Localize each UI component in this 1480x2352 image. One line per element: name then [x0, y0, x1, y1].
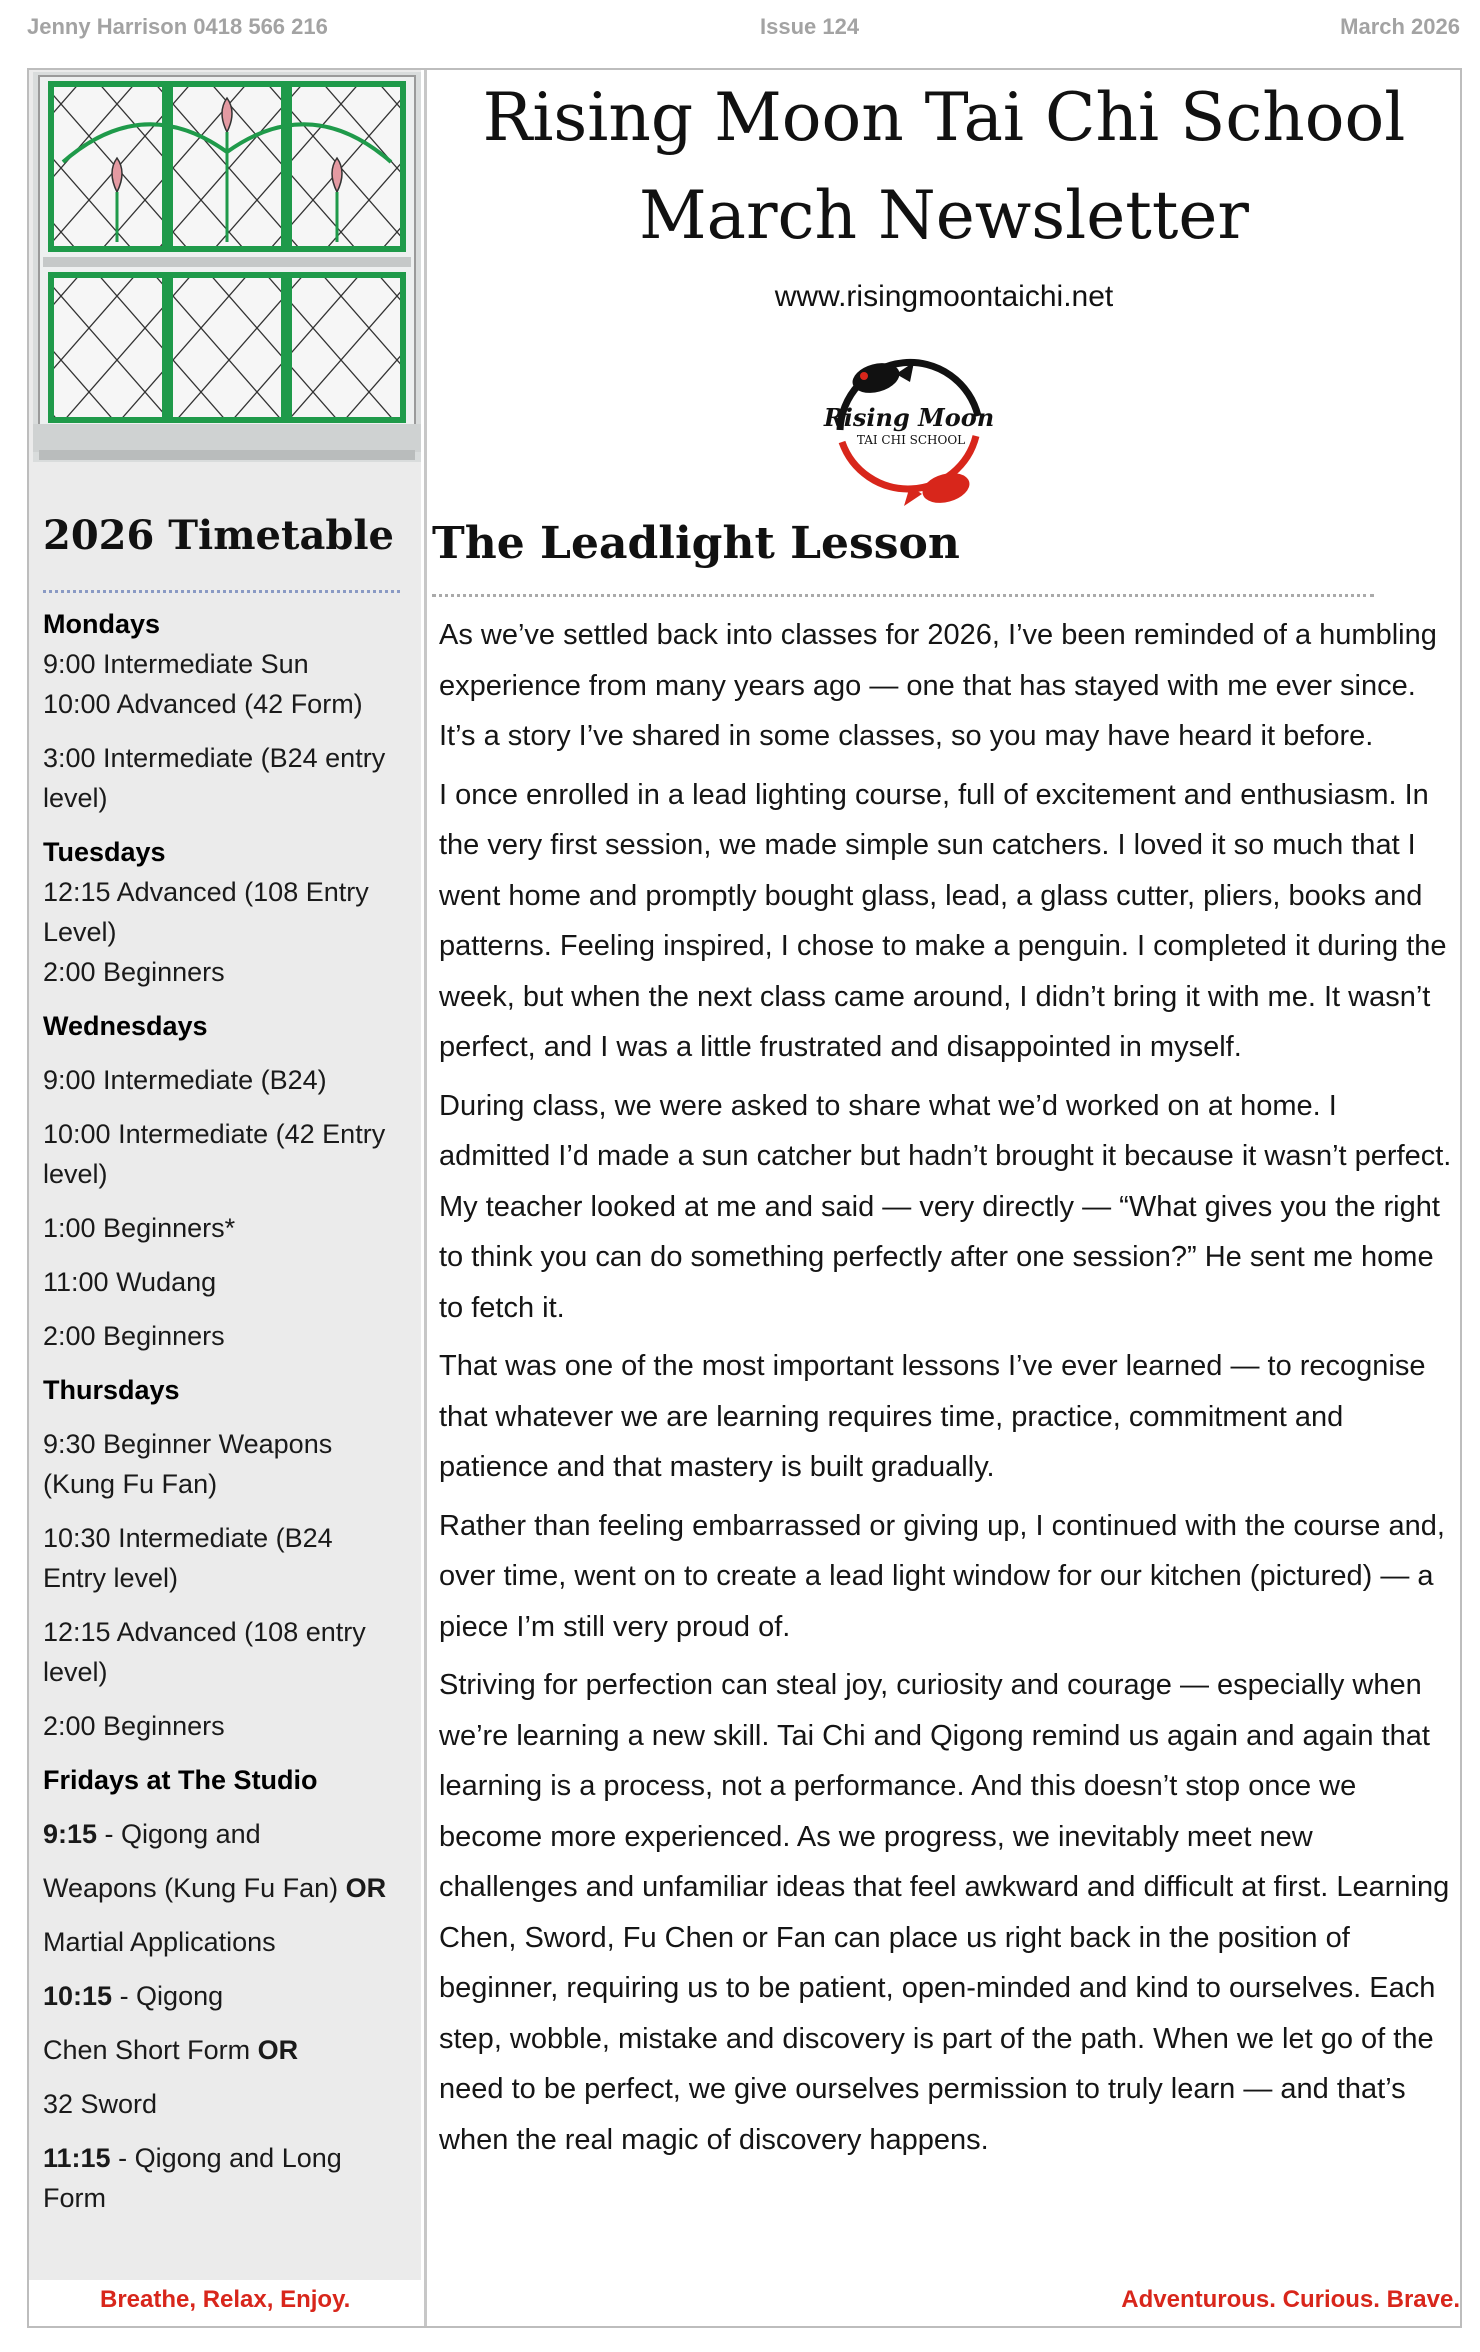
article-paragraph: During class, we were asked to share what we’d worked on at home. I admitted I’d made a sun catcher but hadn’t brought it because it wasn’t perfect. My teacher looked at me and said — very directly — “What gives you the right to think you can do something perfectly after one session?” He sent me home to fetch it.	[439, 1089, 1452, 1324]
timetable-entry	[43, 1424, 403, 1504]
timetable-day-heading	[43, 832, 403, 872]
timetable-text: Weapons (Kung Fu Fan)	[43, 1873, 346, 1903]
timetable-text: 1:00 Beginners*	[43, 1213, 236, 1243]
timetable-entry	[43, 952, 403, 992]
article-body	[439, 610, 1454, 2173]
timetable-entry	[43, 1262, 403, 1302]
timetable-day-heading	[43, 1760, 403, 1800]
timetable-text: 12:15 Advanced (108 entry level)	[43, 1617, 366, 1687]
timetable-day-heading	[43, 1370, 403, 1410]
footer-tagline-right: Adventurous. Curious. Brave.	[1121, 2286, 1460, 2313]
timetable-list	[43, 604, 403, 2218]
timetable-text: - Qigong and Long Form	[43, 2143, 342, 2213]
timetable-text: - Qigong	[112, 1981, 224, 2011]
timetable-entry	[43, 684, 403, 724]
timetable-text: 10:00 Advanced (42 Form)	[43, 689, 363, 719]
timetable-entry	[43, 1814, 403, 1854]
timetable-entry	[43, 1612, 403, 1692]
timetable-text: 9:30 Beginner Weapons (Kung Fu Fan)	[43, 1429, 333, 1499]
timetable-text: - Qigong and	[97, 1819, 261, 1849]
timetable-text: 10:30 Intermediate (B24 Entry level)	[43, 1523, 333, 1593]
timetable-entry	[43, 1060, 403, 1100]
timetable-entry	[43, 1922, 403, 1962]
timetable-day-heading	[43, 1006, 403, 1046]
timetable-entry	[43, 738, 403, 818]
footer-tagline-left: Breathe, Relax, Enjoy.	[100, 2286, 351, 2313]
timetable-entry	[43, 1518, 403, 1598]
newsletter-subtitle: March Newsletter	[639, 177, 1249, 254]
logo-text-sub: TAI CHI SCHOOL	[856, 433, 966, 447]
timetable-or: OR	[257, 2035, 299, 2065]
timetable-text: 2:00 Beginners	[43, 957, 225, 987]
header-date: March 2026	[1340, 14, 1460, 39]
timetable-text: 10:00 Intermediate (42 Entry level)	[43, 1119, 386, 1189]
article-paragraph: As we’ve settled back into classes for 2026, I’ve been reminded of a humbling experience from many years ago — one that has stayed with me ever since. It’s a story I’ve shared in some classes, so you may have heard it before.	[439, 619, 1437, 752]
header-contact: Jenny Harrison 0418 566 216	[27, 14, 328, 39]
website-link[interactable]: www.risingmoontaichi.net	[774, 280, 1114, 313]
timetable-text: Mondays	[43, 609, 161, 639]
timetable-text: 32 Sword	[43, 2089, 158, 2119]
timetable-entry	[43, 644, 403, 684]
timetable-text: 2:00 Beginners	[43, 1711, 225, 1741]
timetable-text: Tuesdays	[43, 837, 166, 867]
timetable-text: 12:15 Advanced (108 Entry Level)	[43, 877, 369, 947]
bottom-panes	[51, 275, 403, 420]
timetable-entry	[43, 1868, 403, 1908]
timetable-time: 11:15	[43, 2143, 111, 2173]
article-paragraph: That was one of the most important lessons I’ve ever learned — to recognise that whatever we are learning requires time, practice, commitment and patience and that mastery is built gradually.	[439, 1350, 1426, 1483]
timetable-entry	[43, 2030, 403, 2070]
timetable-text: Chen Short Form	[43, 2035, 258, 2065]
leadlight-window-image	[33, 72, 421, 462]
timetable-day-heading	[43, 604, 403, 644]
timetable-text: 9:00 Intermediate Sun	[43, 649, 309, 679]
timetable-entry	[43, 2138, 403, 2218]
timetable-entry	[43, 1316, 403, 1356]
timetable-entry	[43, 1706, 403, 1746]
column-divider	[424, 70, 427, 2326]
article-paragraph: Rather than feeling embarrassed or giving up, I continued with the course and, over time, went on to create a lead light window for our kitchen (pictured) — a piece I’m still very proud of.	[439, 1509, 1445, 1643]
timetable-text: Thursdays	[43, 1375, 180, 1405]
timetable-entry	[43, 1114, 403, 1194]
timetable-divider	[43, 590, 400, 593]
article-title: The Leadlight Lesson	[432, 518, 960, 569]
rising-moon-logo	[818, 338, 1000, 520]
top-panes	[51, 84, 403, 249]
timetable-time: 9:15	[43, 1819, 98, 1849]
article-paragraph: Striving for perfection can steal joy, curiosity and courage — especially when we’re learning a new skill. Tai Chi and Qigong remind us again and again that learning is a process, not a performance. And this doesn’t stop once we become more experienced. As we progress, we inevitably meet new challenges and unfamiliar ideas that feel awkward and difficult at first. Learning Chen, Sword, Fu Chen or Fan can place us right back in the position of beginner, requiring us to be patient, open-minded and kind to ourselves. Each step, wobble, mistake and discovery is part of the path. When we let go of the need to be perfect, we give ourselves permission to truly learn — and that’s when the real magic of discovery happens.	[439, 1669, 1450, 2156]
timetable-text: Martial Applications	[43, 1927, 276, 1957]
timetable-entry	[43, 872, 403, 952]
logo-text-main: Rising Moon	[823, 403, 995, 432]
timetable-entry	[43, 1208, 403, 1248]
timetable-entry	[43, 1976, 403, 2016]
timetable-or: OR	[345, 1873, 387, 1903]
timetable-text: 3:00 Intermediate (B24 entry level)	[43, 743, 386, 813]
timetable-text: Wednesdays	[43, 1011, 208, 1041]
timetable-text: Fridays at The Studio	[43, 1765, 318, 1795]
timetable-time: 10:15	[43, 1981, 113, 2011]
timetable-text: 9:00 Intermediate (B24)	[43, 1065, 327, 1095]
header-issue: Issue 124	[760, 14, 860, 39]
article-paragraph: I once enrolled in a lead lighting course, full of excitement and enthusiasm. In the very first session, we made simple sun catchers. I loved it so much that I went home and promptly bought glass, lead, a glass cutter, pliers, books and patterns. Feeling inspired, I chose to make a penguin. I completed it during the week, but when the next class came around, I didn’t bring it with me. It wasn’t perfect, and I was a little frustrated and disappointed in myself.	[439, 778, 1447, 1063]
newsletter-title: Rising Moon Tai Chi School	[482, 79, 1406, 156]
article-divider	[432, 594, 1374, 597]
timetable-text: 11:00 Wudang	[43, 1267, 217, 1297]
timetable-entry	[43, 2084, 403, 2124]
timetable-title: 2026 Timetable	[43, 512, 394, 559]
timetable-text: 2:00 Beginners	[43, 1321, 225, 1351]
